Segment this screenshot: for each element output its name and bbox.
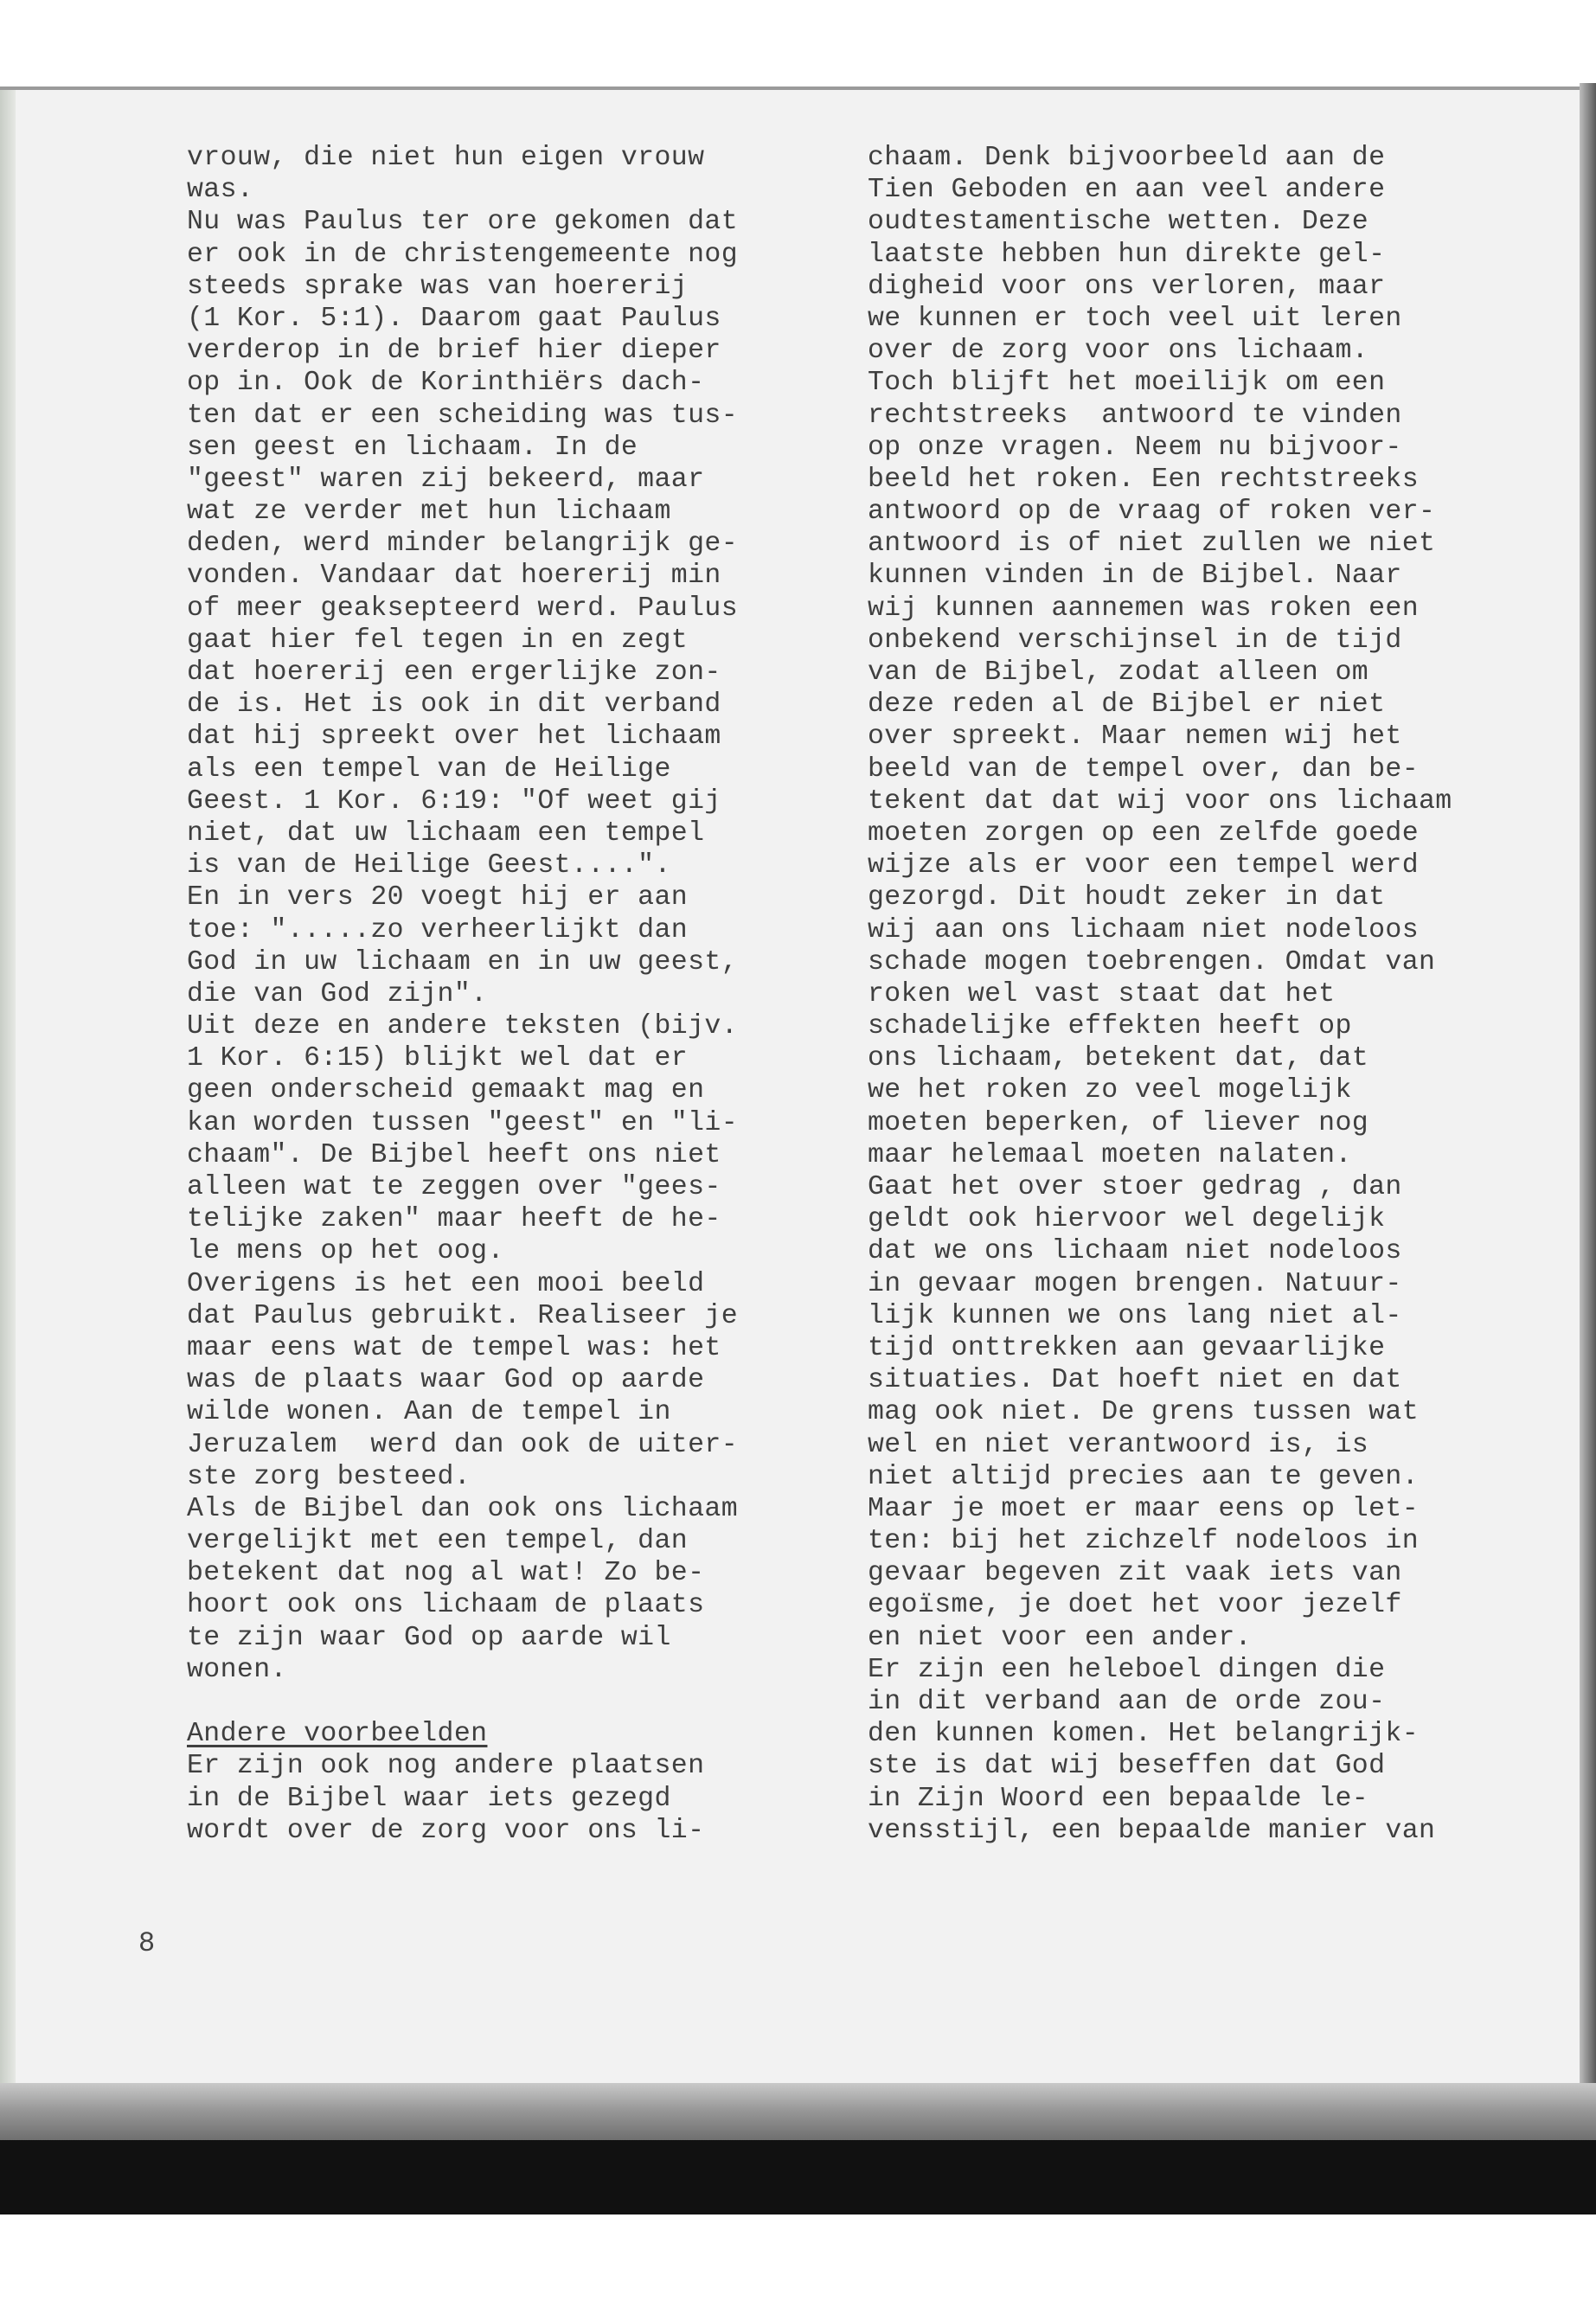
text-line: geldt ook hiervoor wel degelijk (868, 1204, 1386, 1235)
text-line: en niet voor een ander. (868, 1622, 1252, 1653)
text-line: Tien Geboden en aan veel andere (868, 175, 1386, 206)
text-line: gaat hier fel tegen in en zegt (187, 625, 689, 656)
text-line: beeld van de tempel over, dan be- (868, 753, 1420, 785)
text-line: Er zijn ook nog andere plaatsen (187, 1751, 705, 1782)
text-line: we het roken zo veel mogelijk (868, 1075, 1352, 1106)
text-line: wel en niet verantwoord is, is (868, 1429, 1369, 1460)
text-line: wij kunnen aannemen was roken een (868, 593, 1420, 624)
text-line: Uit deze en andere teksten (bijv. (187, 1011, 739, 1042)
text-line: op onze vragen. Neem nu bijvoor- (868, 432, 1402, 463)
text-line: En in vers 20 voegt hij er aan (187, 882, 689, 913)
page-gutter (0, 90, 16, 2170)
text-line: rechtstreeks antwoord te vinden (868, 400, 1402, 431)
text-line: 1 Kor. 6:15) blijkt wel dat er (187, 1043, 689, 1074)
text-line: ons lichaam, betekent dat, dat (868, 1043, 1369, 1074)
text-line: telijke zaken" maar heeft de he- (187, 1204, 721, 1235)
text-line: ste zorg besteed. (187, 1461, 471, 1492)
text-line: dat Paulus gebruikt. Realiseer je (187, 1300, 739, 1331)
text-line: kunnen vinden in de Bijbel. Naar (868, 561, 1402, 592)
text-line: ten: bij het zichzelf nodeloos in (868, 1526, 1420, 1557)
page-edge-shadow (1580, 83, 1596, 2140)
text-line: Maar je moet er maar eens op let- (868, 1493, 1420, 1524)
text-line: maar helemaal moeten nalaten. (868, 1139, 1352, 1170)
text-line: wijze als er voor een tempel werd (868, 850, 1420, 881)
text-line: in de Bijbel waar iets gezegd (187, 1783, 671, 1814)
text-line: toe: ".....zo verheerlijkt dan (187, 914, 689, 945)
text-line: Geest. 1 Kor. 6:19: "Of weet gij (187, 785, 721, 817)
text-line: niet altijd precies aan te geven. (868, 1461, 1420, 1492)
text-line: betekent dat nog al wat! Zo be- (187, 1558, 705, 1589)
text-line: als een tempel van de Heilige (187, 753, 671, 785)
text-line: over spreekt. Maar nemen wij het (868, 721, 1402, 753)
page-bottom-shadow (0, 2083, 1596, 2140)
text-line: wordt over de zorg voor ons li- (187, 1815, 705, 1846)
text-line: is van de Heilige Geest....". (187, 850, 671, 881)
text-line: vergelijkt met een tempel, dan (187, 1526, 689, 1557)
text-line: ten dat er een scheiding was tus- (187, 400, 739, 431)
text-line: in Zijn Woord een bepaalde le- (868, 1783, 1369, 1814)
text-line: "geest" waren zij bekeerd, maar (187, 464, 705, 495)
text-line: dat hij spreekt over het lichaam (187, 721, 721, 753)
text-line: (1 Kor. 5:1). Daarom gaat Paulus (187, 303, 721, 334)
text-line: gezorgd. Dit houdt zeker in dat (868, 882, 1386, 913)
text-line: over de zorg voor ons lichaam. (868, 336, 1369, 367)
text-line: Jeruzalem werd dan ook de uiter- (187, 1429, 739, 1460)
text-line: ste is dat wij beseffen dat God (868, 1751, 1386, 1782)
text-line: sen geest en lichaam. In de (187, 432, 638, 463)
text-line: vrouw, die niet hun eigen vrouw (187, 143, 705, 173)
text-line: gevaar begeven zit vaak iets van (868, 1558, 1402, 1589)
scanner-background (0, 2140, 1596, 2214)
text-line: Gaat het over stoer gedrag , dan (868, 1172, 1402, 1202)
text-line: niet, dat uw lichaam een tempel (187, 817, 705, 849)
text-line: maar eens wat de tempel was: het (187, 1332, 721, 1363)
text-line: schadelijke effekten heeft op (868, 1011, 1352, 1042)
text-line: situaties. Dat hoeft niet en dat (868, 1365, 1402, 1396)
text-line: wij aan ons lichaam niet nodeloos (868, 914, 1420, 945)
text-line: schade mogen toebrengen. Omdat van (868, 946, 1436, 977)
text-line: lijk kunnen we ons lang niet al- (868, 1300, 1402, 1331)
text-line: beeld het roken. Een rechtstreeks (868, 464, 1420, 495)
text-line: de is. Het is ook in dit verband (187, 689, 721, 721)
text-line: steeds sprake was van hoererij (187, 271, 689, 302)
section-heading: Andere voorbeelden (187, 1719, 488, 1750)
text-column-right (868, 142, 1452, 1847)
text-line: digheid voor ons verloren, maar (868, 271, 1386, 302)
text-line: antwoord op de vraag of roken ver- (868, 497, 1436, 528)
text-line: God in uw lichaam en in uw geest, (187, 946, 739, 977)
text-line: geen onderscheid gemaakt mag en (187, 1075, 705, 1106)
text-line: in gevaar mogen brengen. Natuur- (868, 1268, 1402, 1299)
text-line: wonen. (187, 1654, 287, 1685)
text-line: mag ook niet. De grens tussen wat (868, 1397, 1420, 1428)
text-line: egoïsme, je doet het voor jezelf (868, 1590, 1402, 1621)
text-line: roken wel vast staat dat het (868, 978, 1336, 1009)
text-line: was. (187, 175, 254, 206)
blank-line (187, 1686, 738, 1718)
text-line: hoort ook ons lichaam de plaats (187, 1590, 705, 1621)
text-line: Nu was Paulus ter ore gekomen dat (187, 207, 739, 238)
text-line: den kunnen komen. Het belangrijk- (868, 1719, 1420, 1750)
text-line: in dit verband aan de orde zou- (868, 1687, 1386, 1717)
text-line: was de plaats waar God op aarde (187, 1365, 705, 1396)
text-line: op in. Ook de Korinthiërs dach- (187, 368, 705, 399)
text-line: vonden. Vandaar dat hoererij min (187, 561, 721, 592)
text-line: dat hoererij een ergerlijke zon- (187, 657, 721, 688)
text-line: Als de Bijbel dan ook ons lichaam (187, 1493, 739, 1524)
text-line: Toch blijft het moeilijk om een (868, 368, 1386, 399)
text-line: antwoord is of niet zullen we niet (868, 529, 1436, 560)
text-line: le mens op het oog. (187, 1236, 504, 1267)
text-line: moeten zorgen op een zelfde goede (868, 817, 1420, 849)
text-line: die van God zijn". (187, 978, 488, 1009)
text-line: onbekend verschijnsel in de tijd (868, 625, 1402, 656)
text-line: chaam. Denk bijvoorbeeld aan de (868, 143, 1386, 173)
text-line: oudtestamentische wetten. Deze (868, 207, 1369, 238)
text-line: chaam". De Bijbel heeft ons niet (187, 1139, 721, 1170)
text-line: Overigens is het een mooi beeld (187, 1268, 705, 1299)
text-line: Er zijn een heleboel dingen die (868, 1654, 1386, 1685)
text-line: deze reden al de Bijbel er niet (868, 689, 1386, 721)
text-line: deden, werd minder belangrijk ge- (187, 529, 739, 560)
text-line: we kunnen er toch veel uit leren (868, 303, 1402, 334)
text-line: dat we ons lichaam niet nodeloos (868, 1236, 1402, 1267)
text-line: tijd onttrekken aan gevaarlijke (868, 1332, 1386, 1363)
text-line: tekent dat dat wij voor ons lichaam (868, 785, 1452, 817)
page-number: 8 (138, 1927, 156, 1959)
text-line: van de Bijbel, zodat alleen om (868, 657, 1369, 688)
text-line: laatste hebben hun direkte gel- (868, 239, 1386, 270)
text-line: verderop in de brief hier dieper (187, 336, 721, 367)
text-line: vensstijl, een bepaalde manier van (868, 1815, 1436, 1846)
text-line: wilde wonen. Aan de tempel in (187, 1397, 671, 1428)
text-line: of meer geaksepteerd werd. Paulus (187, 593, 739, 624)
text-line: te zijn waar God op aarde wil (187, 1622, 671, 1653)
text-line: alleen wat te zeggen over "gees- (187, 1172, 721, 1202)
text-line: moeten beperken, of liever nog (868, 1107, 1369, 1138)
text-line: wat ze verder met hun lichaam (187, 497, 671, 528)
text-line: kan worden tussen "geest" en "li- (187, 1107, 739, 1138)
text-column-left (187, 142, 738, 1847)
text-line: er ook in de christengemeente nog (187, 239, 739, 270)
